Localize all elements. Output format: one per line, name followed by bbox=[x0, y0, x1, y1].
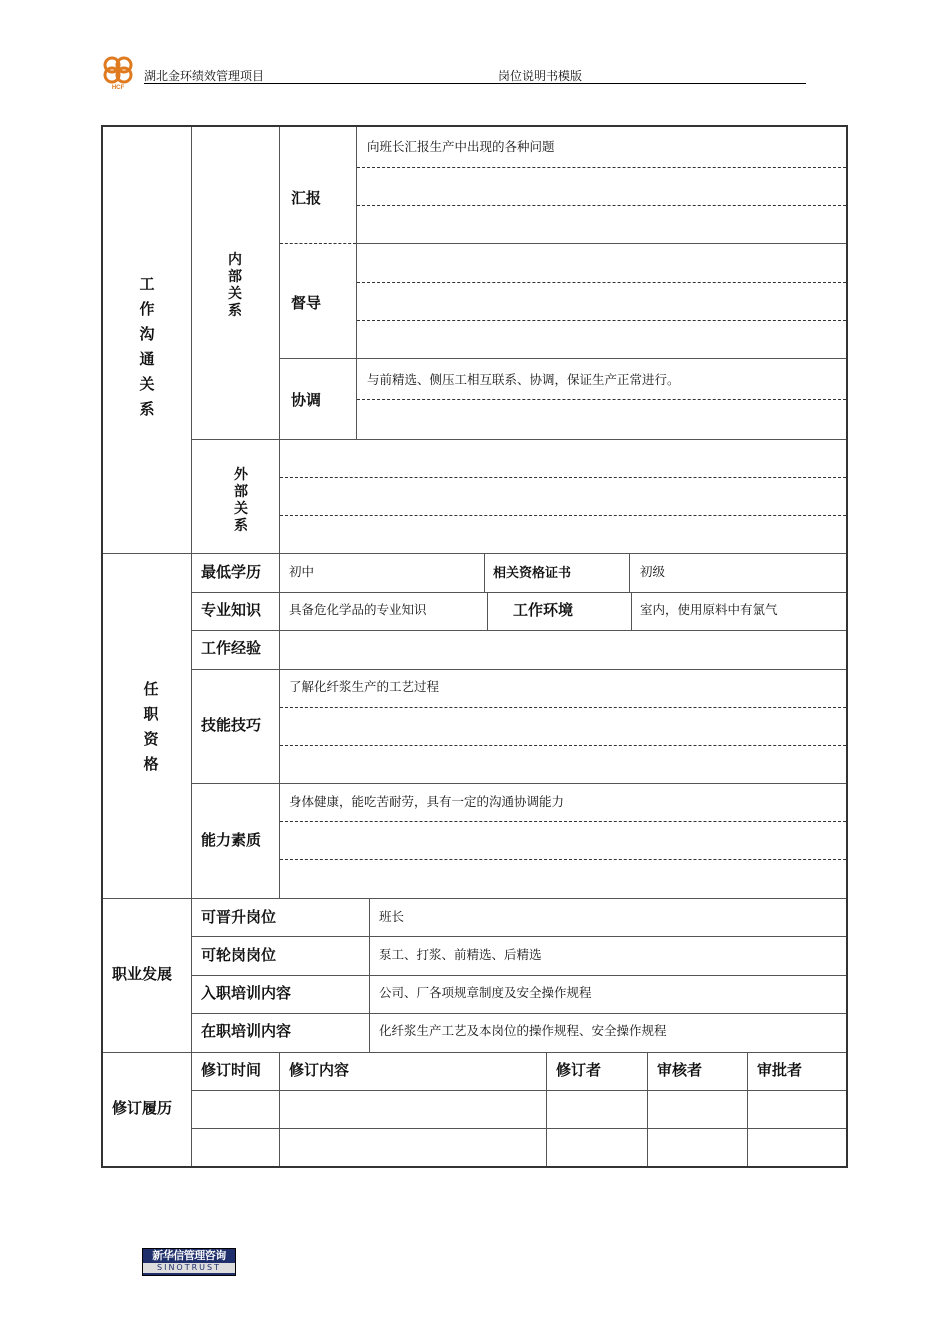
col-revision-time: 修订时间 bbox=[201, 1061, 262, 1079]
divider bbox=[647, 1052, 648, 1168]
company-logo bbox=[100, 54, 136, 90]
divider bbox=[191, 936, 846, 937]
divider bbox=[191, 592, 846, 593]
divider bbox=[191, 439, 846, 440]
col-approver: 审批者 bbox=[757, 1061, 803, 1079]
divider bbox=[629, 553, 630, 592]
col-revision-content: 修订内容 bbox=[289, 1061, 350, 1079]
label-promotion: 可晋升岗位 bbox=[201, 908, 277, 926]
min-education-value: 初中 bbox=[289, 564, 315, 579]
dashed-line bbox=[357, 167, 846, 168]
label-certificate: 相关资格证书 bbox=[493, 566, 572, 581]
work-environment-value: 室内，使用原料中有氯气 bbox=[640, 602, 778, 617]
divider bbox=[279, 127, 280, 439]
dashed-line bbox=[357, 320, 846, 321]
divider bbox=[191, 669, 846, 670]
dashed-line bbox=[357, 205, 846, 206]
dashed-line bbox=[280, 745, 846, 746]
divider bbox=[747, 1052, 748, 1168]
dashed-line bbox=[280, 859, 846, 860]
dashed-line bbox=[280, 243, 356, 244]
label-professional-knowledge: 专业知识 bbox=[201, 601, 262, 619]
label-coordinate: 协调 bbox=[291, 391, 322, 409]
section-revision-history: 修订履历 bbox=[112, 1099, 173, 1117]
dashed-line bbox=[280, 821, 846, 822]
dashed-line bbox=[357, 282, 846, 283]
divider bbox=[191, 1013, 846, 1014]
label-ability: 能力素质 bbox=[201, 831, 262, 849]
divider bbox=[546, 1052, 547, 1168]
col-reviewer: 审核者 bbox=[657, 1061, 703, 1079]
label-onjob-training: 在职培训内容 bbox=[201, 1022, 292, 1040]
project-name: 湖北金环绩效管理项目 bbox=[144, 69, 265, 83]
divider bbox=[191, 975, 846, 976]
divider bbox=[191, 1166, 846, 1168]
divider bbox=[191, 1128, 846, 1129]
divider bbox=[191, 1090, 846, 1091]
divider bbox=[279, 439, 280, 553]
certificate-value: 初级 bbox=[640, 564, 666, 579]
header-rule bbox=[144, 83, 806, 84]
divider bbox=[191, 630, 846, 631]
section-career: 职业发展 bbox=[112, 965, 173, 983]
label-supervise: 督导 bbox=[291, 294, 322, 312]
label-onboard-training: 入职培训内容 bbox=[201, 984, 292, 1002]
skills-value: 了解化纤浆生产的工艺过程 bbox=[289, 679, 440, 694]
label-external-relations: 外 部 关 系 bbox=[234, 467, 248, 534]
divider bbox=[103, 1052, 846, 1053]
divider bbox=[103, 898, 846, 899]
dashed-line bbox=[280, 477, 846, 478]
label-min-education: 最低学历 bbox=[201, 563, 262, 581]
coordinate-text: 与前精选、侧压工相互联系、协调，保证生产正常进行。 bbox=[367, 372, 680, 387]
section-work-communication: 工 作 沟 通 关 系 bbox=[139, 275, 155, 418]
dashed-line bbox=[280, 707, 846, 708]
onjob-training-value: 化纤浆生产工艺及本岗位的操作规程、安全操作规程 bbox=[379, 1023, 667, 1038]
divider bbox=[631, 592, 632, 630]
consultant-logo: 新华信管理咨询 SINOTRUST bbox=[142, 1248, 236, 1276]
svg-text:HCF: HCF bbox=[111, 85, 125, 90]
dashed-line bbox=[280, 515, 846, 516]
report-text: 向班长汇报生产中出现的各种问题 bbox=[367, 139, 555, 154]
label-work-experience: 工作经验 bbox=[201, 639, 262, 657]
job-description-form bbox=[101, 125, 848, 1168]
label-skills: 技能技巧 bbox=[201, 716, 262, 734]
document-type: 岗位说明书模版 bbox=[498, 69, 583, 83]
label-work-environment: 工作环境 bbox=[513, 601, 574, 619]
professional-knowledge-value: 具备危化学品的专业知识 bbox=[289, 602, 427, 617]
col-reviser: 修订者 bbox=[556, 1061, 602, 1079]
label-internal-relations: 内 部 关 系 bbox=[228, 252, 242, 319]
divider bbox=[279, 553, 280, 669]
divider bbox=[191, 783, 846, 784]
onboard-training-value: 公司、厂各项规章制度及安全操作规程 bbox=[379, 985, 592, 1000]
label-report: 汇报 bbox=[291, 189, 322, 207]
divider bbox=[484, 553, 485, 592]
label-rotation: 可轮岗岗位 bbox=[201, 946, 277, 964]
divider bbox=[487, 592, 488, 630]
divider bbox=[357, 243, 846, 244]
dashed-line bbox=[357, 399, 846, 400]
promotion-value: 班长 bbox=[379, 909, 405, 924]
ability-value: 身体健康，能吃苦耐劳，具有一定的沟通协调能力 bbox=[289, 794, 565, 809]
rotation-value: 泵工、打浆、前精选、后精选 bbox=[379, 947, 542, 962]
divider bbox=[280, 358, 846, 359]
section-qualification: 任 职 资 格 bbox=[143, 680, 159, 773]
divider bbox=[103, 553, 846, 554]
divider bbox=[279, 1052, 280, 1168]
divider bbox=[356, 127, 357, 439]
